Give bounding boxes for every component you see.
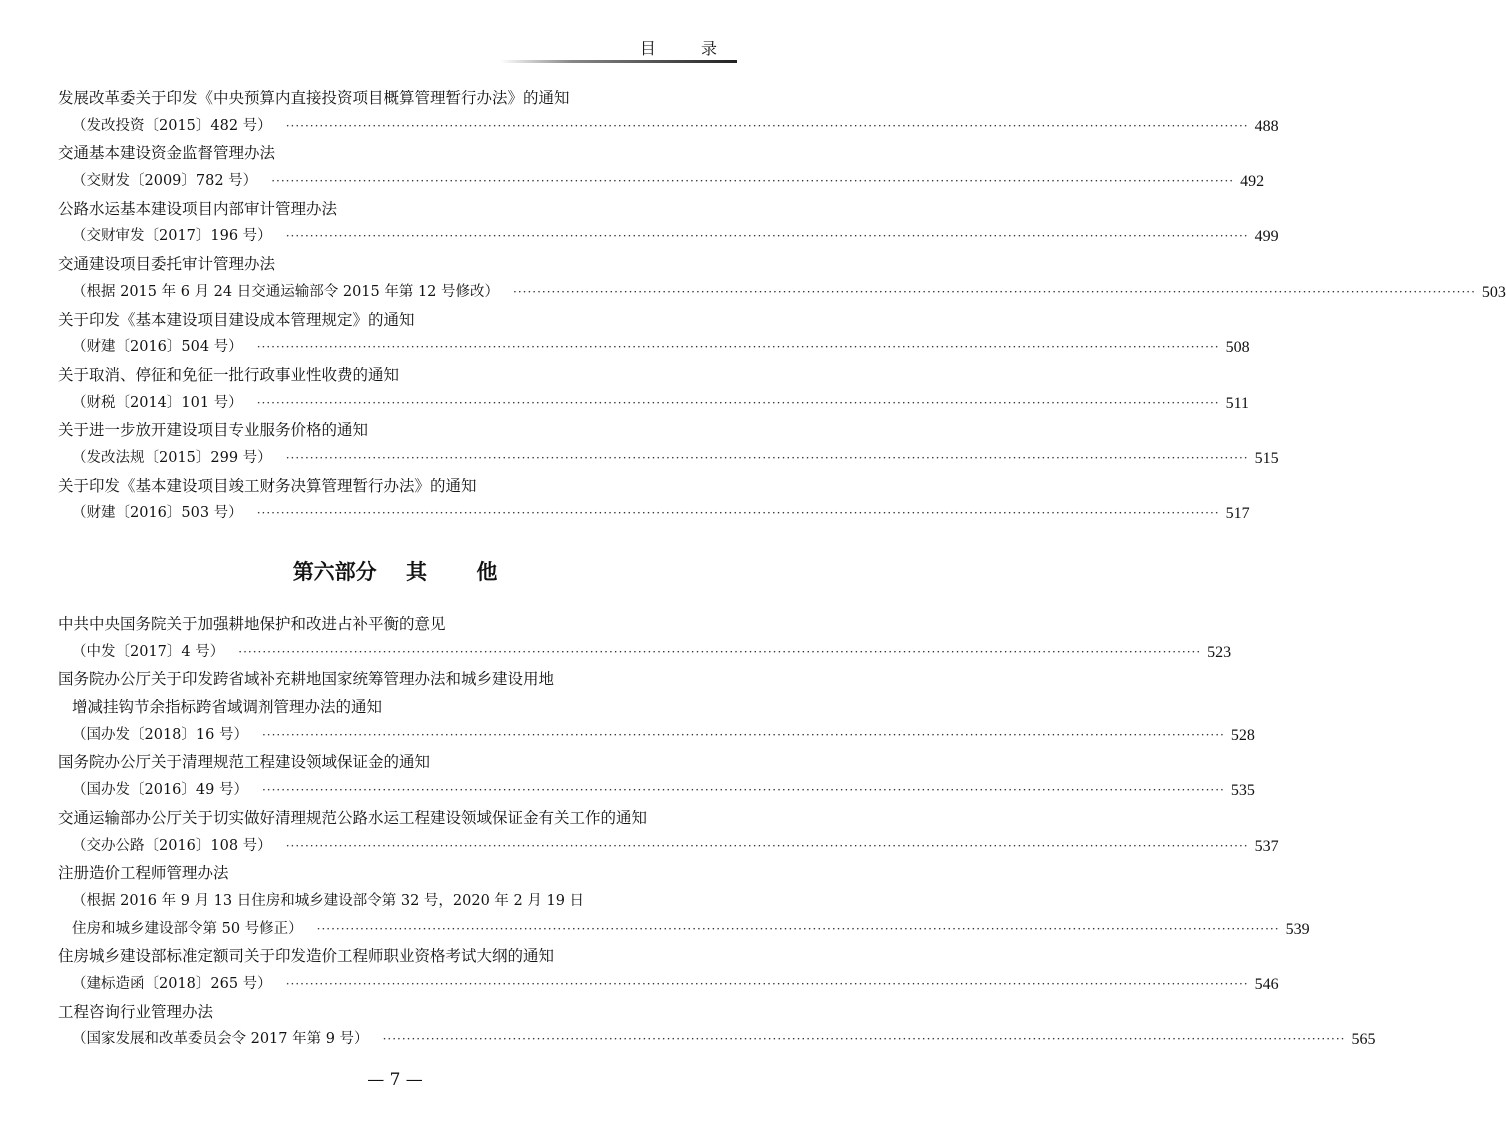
entry-page-number: 499	[1254, 228, 1279, 246]
dot-leader: ········································································································································································································	[285, 118, 1249, 133]
entry-page-number: 511	[1225, 394, 1249, 412]
entry-title: 关于进一步放开建设项目专业服务价格的通知	[58, 421, 369, 440]
part-heading	[0, 556, 790, 586]
dot-leader: ········································································································································································································	[285, 838, 1249, 853]
entry-citation: （发改投资〔2015〕482 号）	[72, 117, 272, 134]
toc-entry[interactable]	[58, 140, 1265, 195]
entry-citation: 住房和城乡建设部令第 50 号修正）	[72, 920, 303, 937]
entry-title: 交通基本建设资金监督管理办法	[58, 144, 276, 163]
entry-title: 公路水运基本建设项目内部审计管理办法	[58, 199, 338, 218]
toc-section-2	[58, 611, 1376, 1054]
toc-entry[interactable]	[58, 251, 1506, 306]
entry-citation: （建标造函〔2018〕265 号）	[72, 975, 272, 992]
entry-title: 关于印发《基本建设项目竣工财务决算管理暂行办法》的通知	[58, 476, 477, 495]
entry-page-number: 508	[1225, 339, 1250, 357]
running-header: 目 录	[639, 39, 737, 58]
entry-citation-line	[58, 1026, 1376, 1054]
dot-leader: ········································································································································································································	[285, 976, 1249, 991]
toc-entry[interactable]	[58, 307, 1250, 362]
dot-leader: ········································································································································································································	[316, 921, 1280, 936]
entry-title: 工程咨询行业管理办法	[58, 1002, 214, 1021]
entry-citation-line	[58, 279, 1506, 307]
entry-title: 交通建设项目委托审计管理办法	[58, 255, 276, 274]
toc-entry[interactable]	[58, 85, 1279, 140]
entry-citation-line	[58, 916, 1310, 944]
entry-title: 交通运输部办公厅关于切实做好清理规范公路水运工程建设领域保证金有关工作的通知	[58, 808, 648, 827]
entry-title: 注册造价工程师管理办法	[58, 864, 229, 883]
entry-page-number: 492	[1240, 173, 1265, 191]
entry-citation-line	[58, 722, 1255, 750]
entry-citation: （根据 2015 年 6 月 24 日交通运输部令 2015 年第 12 号修改）	[72, 283, 500, 300]
header-rule	[500, 60, 737, 63]
part-name-1: 其	[406, 559, 427, 584]
entry-page-number: 539	[1285, 920, 1310, 938]
entry-citation: （根据 2016 年 9 月 13 日住房和城乡建设部令第 32 号，2020 年 2 月 19 日	[72, 892, 585, 909]
toc-entry[interactable]	[58, 749, 1255, 804]
dot-leader: ········································································································································································································	[513, 284, 1476, 299]
entry-title: 国务院办公厅关于印发跨省域补充耕地国家统筹管理办法和城乡建设用地	[58, 670, 555, 689]
dot-leader: ········································································································································································································	[261, 783, 1225, 798]
entry-citation: （交财发〔2009〕782 号）	[72, 173, 258, 190]
dot-leader: ········································································································································································································	[256, 395, 1220, 410]
entry-citation: （财建〔2016〕504 号）	[72, 339, 243, 356]
dot-leader: ········································································································································································································	[271, 174, 1235, 189]
part-number: 第六部分	[292, 559, 377, 584]
entry-title: 增减挂钩节余指标跨省域调剂管理办法的通知	[72, 698, 383, 717]
toc-entry[interactable]	[58, 473, 1250, 528]
dot-leader: ········································································································································································································	[285, 229, 1249, 244]
entry-citation: （国办发〔2016〕49 号）	[72, 782, 248, 799]
entry-page-number: 528	[1230, 726, 1255, 744]
toc-section-1	[58, 85, 1506, 528]
dot-leader: ········································································································································································································	[256, 340, 1220, 355]
entry-citation-line	[58, 390, 1249, 418]
entry-page-number: 517	[1225, 505, 1250, 523]
entry-title: 住房城乡建设部标准定额司关于印发造价工程师职业资格考试大纲的通知	[58, 947, 555, 966]
entry-title: 国务院办公厅关于清理规范工程建设领域保证金的通知	[58, 753, 431, 772]
toc-entry[interactable]	[58, 860, 1310, 943]
entry-page-number: 515	[1254, 449, 1279, 467]
entry-page-number: 503	[1481, 283, 1506, 301]
entry-page-number: 546	[1254, 975, 1279, 993]
toc-entry[interactable]	[58, 611, 1232, 666]
entry-citation-line	[58, 334, 1250, 362]
dot-leader: ········································································································································································································	[285, 450, 1249, 465]
entry-citation: （财建〔2016〕503 号）	[72, 505, 243, 522]
entry-citation: （中发〔2017〕4 号）	[72, 643, 225, 660]
toc-entry[interactable]	[58, 805, 1279, 860]
page-number: — 7 —	[367, 1070, 423, 1090]
entry-title: 发展改革委关于印发《中央预算内直接投资项目概算管理暂行办法》的通知	[58, 89, 570, 107]
toc-entry[interactable]	[58, 362, 1249, 417]
toc-entry[interactable]	[58, 666, 1255, 749]
entry-citation-line	[58, 639, 1232, 667]
entry-citation-line	[58, 971, 1279, 999]
entry-citation: （财税〔2014〕101 号）	[72, 394, 243, 411]
entry-page-number: 537	[1254, 837, 1279, 855]
part-name-2: 他	[476, 559, 498, 584]
entry-page-number: 488	[1254, 117, 1279, 135]
toc-entry[interactable]	[58, 417, 1279, 472]
entry-title: 中共中央国务院关于加强耕地保护和改进占补平衡的意见	[58, 615, 446, 633]
dot-leader: ········································································································································································································	[261, 727, 1225, 742]
entry-page-number: 535	[1230, 782, 1255, 800]
entry-citation: （国家发展和改革委员会令 2017 年第 9 号）	[72, 1031, 369, 1048]
entry-citation-line	[58, 445, 1279, 473]
dot-leader: ········································································································································································································	[256, 506, 1220, 521]
entry-citation-line	[58, 168, 1265, 196]
entry-citation-line	[58, 113, 1279, 141]
entry-title: 关于取消、停征和免征一批行政事业性收费的通知	[58, 365, 400, 384]
entry-citation-line	[58, 888, 738, 916]
entry-citation: （交财审发〔2017〕196 号）	[72, 228, 272, 245]
entry-citation: （国办发〔2018〕16 号）	[72, 726, 248, 743]
entry-page-number: 523	[1207, 643, 1232, 661]
entry-citation-line	[58, 833, 1279, 861]
entry-citation-line	[58, 500, 1250, 528]
entry-citation: （发改法规〔2015〕299 号）	[72, 449, 272, 466]
dot-leader: ········································································································································································································	[382, 1032, 1346, 1047]
dot-leader: ········································································································································································································	[238, 644, 1202, 659]
toc-entry[interactable]	[58, 196, 1279, 251]
entry-citation-line	[58, 223, 1279, 251]
toc-entry[interactable]	[58, 999, 1376, 1054]
entry-title: 关于印发《基本建设项目建设成本管理规定》的通知	[58, 310, 415, 329]
toc-entry[interactable]	[58, 943, 1279, 998]
entry-page-number: 565	[1351, 1031, 1376, 1049]
entry-citation-line	[58, 777, 1255, 805]
entry-citation: （交办公路〔2016〕108 号）	[72, 837, 272, 854]
